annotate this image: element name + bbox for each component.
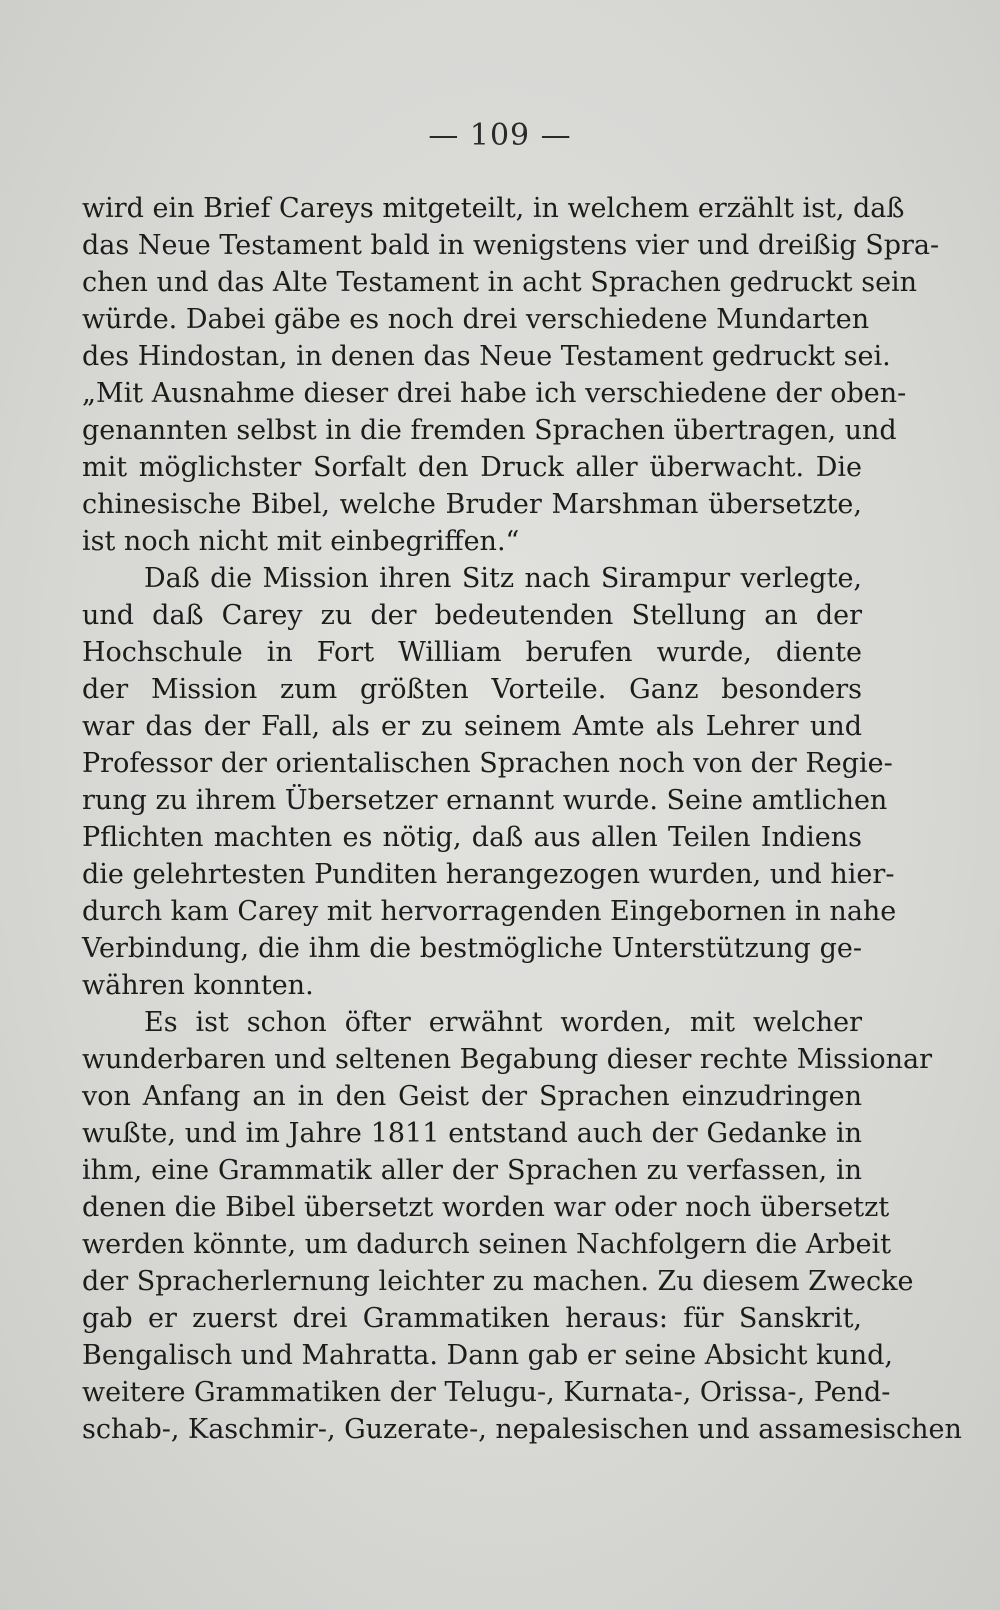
text-line: die gelehrtesten Punditen herangezogen wurden, und hier- [82,859,895,890]
text-line: chen und das Alte Testament in acht Sprachen gedruckt sein [82,267,918,298]
text-line: ihm, eine Grammatik aller der Sprachen zu verfassen, in [82,1155,862,1186]
text-line: schab-, Kaschmir-, Guzerate-, nepalesischen und assamesischen [82,1414,962,1445]
text-line: Hochschule in Fort William berufen wurde, diente [82,637,862,668]
text-line: wird ein Brief Careys mitgeteilt, in welchem erzählt ist, daß [82,193,905,224]
text-line: der Spracherlernung leichter zu machen. Zu diesem Zwecke [82,1266,914,1297]
text-line: ist noch nicht mit einbegriffen.“ [82,526,520,557]
text-line: gab er zuerst drei Grammatiken heraus: für Sanskrit, [82,1303,862,1334]
text-line: der Mission zum größten Vorteile. Ganz besonders [82,674,862,705]
text-line: genannten selbst in die fremden Sprachen übertragen, und [82,415,897,446]
text-line: wunderbaren und seltenen Begabung dieser rechte Missionar [82,1044,933,1075]
text-line: rung zu ihrem Übersetzer ernannt wurde. Seine amtlichen [82,785,888,816]
text-line: Bengalisch und Mahratta. Dann gab er seine Absicht kund, [82,1340,894,1371]
text-line: weitere Grammatiken der Telugu-, Kurnata-, Orissa-, Pend- [82,1377,891,1408]
page-number: — 109 — [428,118,572,153]
body-text [82,190,962,1448]
text-line: Daß die Mission ihren Sitz nach Sirampur verlegte, [144,563,862,594]
text-line: würde. Dabei gäbe es noch drei verschiedene Mundarten [82,304,870,335]
text-line: durch kam Carey mit hervorragenden Eingebornen in nahe [82,896,897,927]
text-line: das Neue Testament bald in wenigstens vier und dreißig Spra- [82,230,940,261]
text-line: Es ist schon öfter erwähnt worden, mit welcher [144,1007,862,1038]
text-line: werden könnte, um dadurch seinen Nachfolgern die Arbeit [82,1229,891,1260]
text-line: und daß Carey zu der bedeutenden Stellung an der [82,600,862,631]
text-line: chinesische Bibel, welche Bruder Marshman übersetzte, [82,489,862,520]
text-line: denen die Bibel übersetzt worden war oder noch übersetzt [82,1192,890,1223]
text-line: von Anfang an in den Geist der Sprachen einzudringen [82,1081,862,1112]
text-line: währen konnten. [82,970,314,1001]
text-line: mit möglichster Sorfalt den Druck aller überwacht. Die [82,452,862,483]
text-line: war das der Fall, als er zu seinem Amte als Lehrer und [82,711,862,742]
text-line: Professor der orientalischen Sprachen noch von der Regie- [82,748,893,779]
text-line: Pflichten machten es nötig, daß aus allen Teilen Indiens [82,822,862,853]
text-line: Verbindung, die ihm die bestmögliche Unterstützung ge- [82,933,862,964]
text-line: „Mit Ausnahme dieser drei habe ich verschiedene der oben- [82,378,907,409]
text-line: des Hindostan, in denen das Neue Testament gedruckt sei. [82,341,891,372]
text-line: wußte, und im Jahre 1811 entstand auch der Gedanke in [82,1118,862,1149]
